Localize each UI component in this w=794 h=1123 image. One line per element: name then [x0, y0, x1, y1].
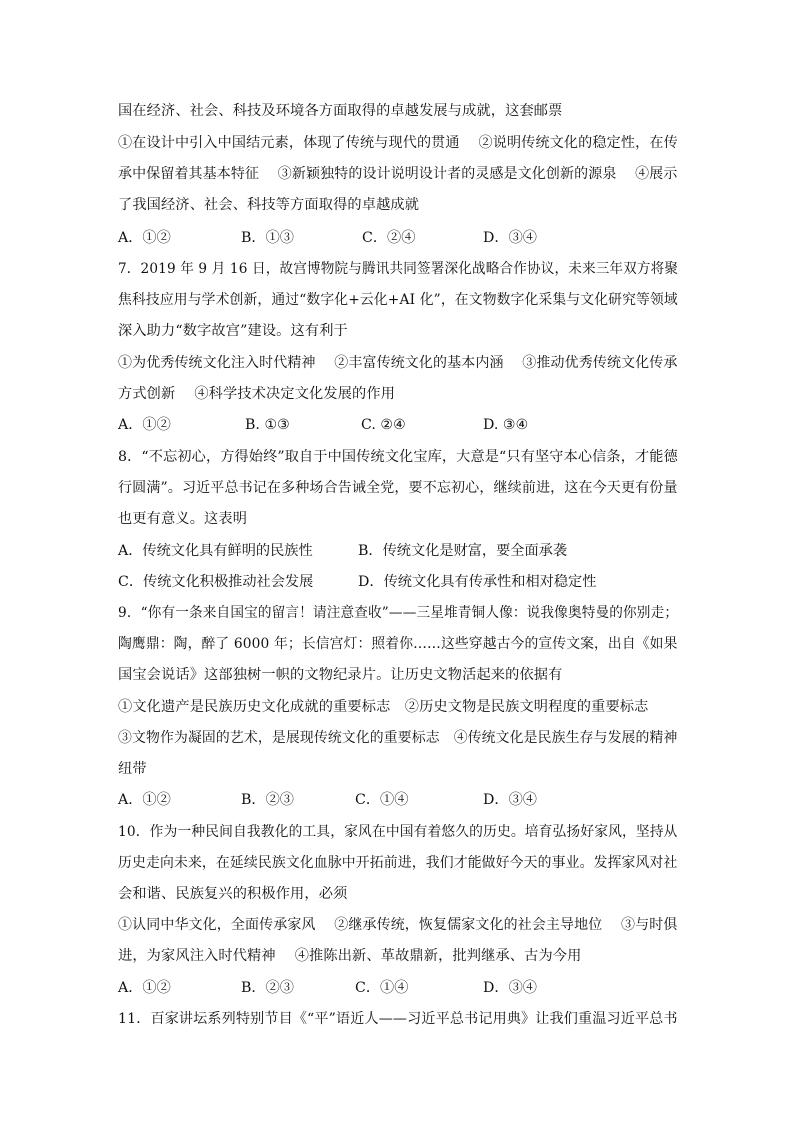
question-10-text: 10．作为一种民间自我教化的工具，家风在中国有着悠久的历史。培育弘扬好家风，坚持从	[118, 824, 678, 840]
question-7-text: 7．2019 年 9 月 16 日，故宫博物院与腾讯共同签署深化战略合作协议，未来三年双方将聚	[118, 261, 679, 277]
option-d: D．③④	[483, 792, 537, 808]
text-line: 深入助力“数字故宫”建设。这有利于	[118, 323, 348, 339]
text-line: 行圆满”。习近平总书记在多种场合告诫全党，要不忘初心，继续前进，这在今天更有份量	[118, 480, 678, 496]
option-c: C．②④	[362, 230, 416, 246]
question-8-text: 8．“不忘初心，方得始终”取自于中国传统文化宝库，大意是“只有坚守本心信条，才能德	[118, 449, 678, 465]
option-b: B．传统文化是财富，要全面承袭	[358, 543, 568, 559]
option-d: D．传统文化具有传承性和相对稳定性	[358, 574, 597, 590]
option-c: C. ②④	[361, 417, 406, 433]
text-line: 陶鹰鼎：陶，醉了 6000 年；长信宫灯：照着你……这些穿越古今的宣传文案，出自《如果	[118, 636, 678, 652]
option-c: C．传统文化积极推动社会发展	[118, 574, 314, 590]
text-line: 焦科技应用与学术创新，通过“数字化+云化+AI 化”，在文物数字化采集与文化研究等领域	[118, 292, 678, 308]
option-d: D．③④	[483, 230, 537, 246]
text-line: 也更有意义。这表明	[118, 511, 248, 527]
option-c: C．①④	[355, 792, 409, 808]
text-line: 进，为家风注入时代精神 ④推陈出新、革故鼎新，批判继承、古为今用	[118, 948, 582, 964]
text-line: 国在经济、社会、科技及环境各方面取得的卓越发展与成就，这套邮票	[118, 103, 563, 119]
text-line: 承中保留着其基本特征 ③新颖独特的设计说明设计者的灵感是文化创新的源泉 ④展示	[118, 166, 678, 182]
text-line: ①为优秀传统文化注入时代精神 ②丰富传统文化的基本内涵 ③推动优秀传统文化传承	[118, 355, 678, 371]
text-line: 会和谐、民族复兴的积极作用，必须	[118, 886, 348, 902]
text-line: ①认同中华文化，全面传承家风 ②继承传统，恢复儒家文化的社会主导地位 ③与时俱	[118, 917, 678, 933]
text-line: 了我国经济、社会、科技等方面取得的卓越成就	[118, 197, 420, 213]
option-a: A．传统文化具有鲜明的民族性	[118, 543, 313, 559]
option-b: B．①③	[241, 230, 294, 246]
text-line: 国宝会说话》这部独树一帜的文物纪录片。让历史文物活起来的依据有	[118, 667, 563, 683]
option-b: B．②③	[241, 980, 294, 996]
option-a: A．①②	[118, 230, 171, 246]
text-line: 历史走向未来，在延续民族文化血脉中开拓前进，我们才能做好今天的事业。发挥家风对社	[118, 855, 678, 871]
text-line: ③文物作为凝固的艺术，是展现传统文化的重要标志 ④传统文化是民族生存与发展的精神	[118, 730, 678, 746]
option-b: B．②③	[241, 792, 294, 808]
text-line: ①文化遗产是民族历史文化成就的重要标志 ②历史文物是民族文明程度的重要标志	[118, 699, 649, 715]
question-9-text: 9．“你有一条来自国宝的留言！请注意查收”——三星堆青铜人像：说我像奥特曼的你别走；	[118, 605, 679, 621]
text-line: 方式创新 ④科学技术决定文化发展的作用	[118, 386, 396, 402]
option-d: D. ③④	[483, 417, 529, 433]
option-a: A．①②	[118, 792, 171, 808]
option-d: D．③④	[483, 980, 537, 996]
text-line: 纽带	[118, 761, 147, 777]
option-a: A．①②	[118, 980, 171, 996]
question-11-text: 11．百家讲坛系列特别节目《“平”语近人——习近平总书记用典》让我们重温习近平总书	[118, 1011, 678, 1027]
option-c: C．①④	[355, 980, 409, 996]
text-line: ①在设计中引入中国结元素，体现了传统与现代的贯通 ②说明传统文化的稳定性，在传	[118, 135, 678, 151]
option-b: B. ①③	[245, 417, 290, 433]
option-a: A．①②	[118, 417, 171, 433]
